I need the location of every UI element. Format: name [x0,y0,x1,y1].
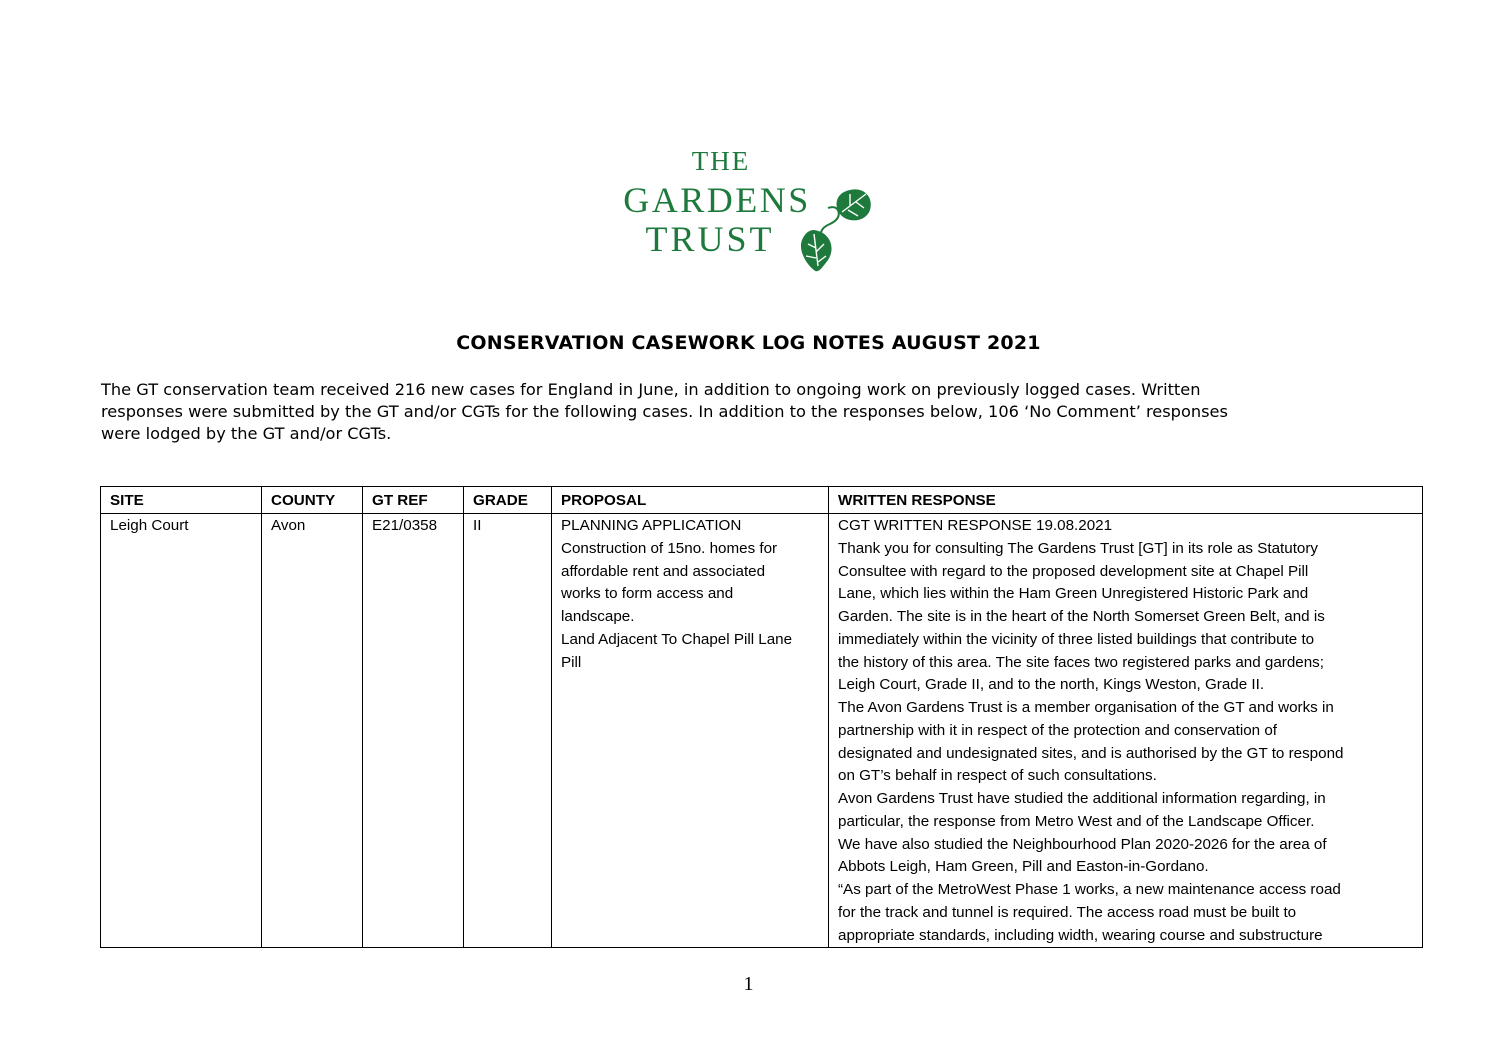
response-line: the history of this area. The site faces two registered parks and gardens; [838,653,1324,671]
response-line: partnership with it in respect of the protection and conservation of [838,721,1277,739]
response-line: Abbots Leigh, Ham Green, Pill and Easton-in-Gordano. [838,858,1209,876]
cell-proposal [552,514,829,948]
proposal-line: PLANNING APPLICATION [561,517,742,534]
header-gt-ref: GT REF [363,487,464,514]
proposal-line: works to form access and [561,585,734,603]
intro-line: were lodged by the GT and/or CGTs. [101,424,392,443]
response-line: Leigh Court, Grade II, and to the north, Kings Weston, Grade II. [838,676,1265,694]
response-line: Avon Gardens Trust have studied the additional information regarding, in [838,790,1326,807]
response-line: CGT WRITTEN RESPONSE 19.08.2021 [838,517,1113,534]
cell-grade: II [464,514,552,948]
cell-site: Leigh Court [101,514,262,948]
casework-table [100,486,1423,948]
response-line: designated and undesignated sites, and is authorised by the GT to respond [838,744,1344,762]
header-county: COUNTY [262,487,363,514]
proposal-line: Land Adjacent To Chapel Pill Lane [561,630,793,648]
response-line: immediately within the vicinity of three listed buildings that contribute to [838,630,1315,648]
document-title: CONSERVATION CASEWORK LOG NOTES AUGUST 2021 [456,332,1041,354]
logo-line-the: THE [691,146,751,176]
response-line: Lane, which lies within the Ham Green Unregistered Historic Park and [838,585,1309,603]
gardens-trust-logo-graphic [600,140,900,275]
intro-line: responses were submitted by the GT and/or CGTs for the following cases. In addition to the responses below, 106 ‘No Comment’ responses [101,402,1228,421]
response-line: “As part of the MetroWest Phase 1 works, a new maintenance access road [838,881,1341,898]
header-proposal: PROPOSAL [552,487,829,514]
cell-gt-ref: E21/0358 [363,514,464,948]
logo-line-gardens: GARDENS [623,180,811,220]
proposal-line: Pill [561,653,582,671]
response-line: for the track and tunnel is required. The access road must be built to [838,903,1297,921]
response-line: Thank you for consulting The Gardens Trust [GT] in its role as Statutory [838,539,1319,557]
leaf-icon-upper [837,189,871,220]
cell-written-response [829,514,1423,948]
response-line: particular, the response from Metro West and of the Landscape Officer. [838,812,1315,830]
leaf-icon-lower [801,230,832,271]
logo-line-trust: TRUST [645,219,775,259]
response-line: Garden. The site is in the heart of the North Somerset Green Belt, and is [838,608,1325,625]
response-line: The Avon Gardens Trust is a member organisation of the GT and works in [838,699,1334,716]
header-written-response: WRITTEN RESPONSE [829,487,1423,514]
table-row [101,514,1423,948]
table-header-row [101,487,1423,514]
gardens-trust-logo [600,140,900,275]
page-number: 1 [743,973,754,995]
response-line: on GT’s behalf in respect of such consultations. [838,767,1157,785]
header-grade: GRADE [464,487,552,514]
proposal-line: Construction of 15no. homes for [561,539,778,557]
header-site: SITE [101,487,262,514]
proposal-line: landscape. [561,608,635,625]
response-line: We have also studied the Neighbourhood Plan 2020-2026 for the area of [838,835,1327,853]
cell-county: Avon [262,514,363,948]
response-line: Consultee with regard to the proposed development site at Chapel Pill [838,562,1309,580]
intro-paragraph [101,379,1391,445]
response-line: appropriate standards, including width, wearing course and substructure [838,926,1323,944]
proposal-line: affordable rent and associated [561,562,766,580]
intro-line: The GT conservation team received 216 new cases for England in June, in addition to ongoing work on previously logged cases. Written [101,380,1201,399]
